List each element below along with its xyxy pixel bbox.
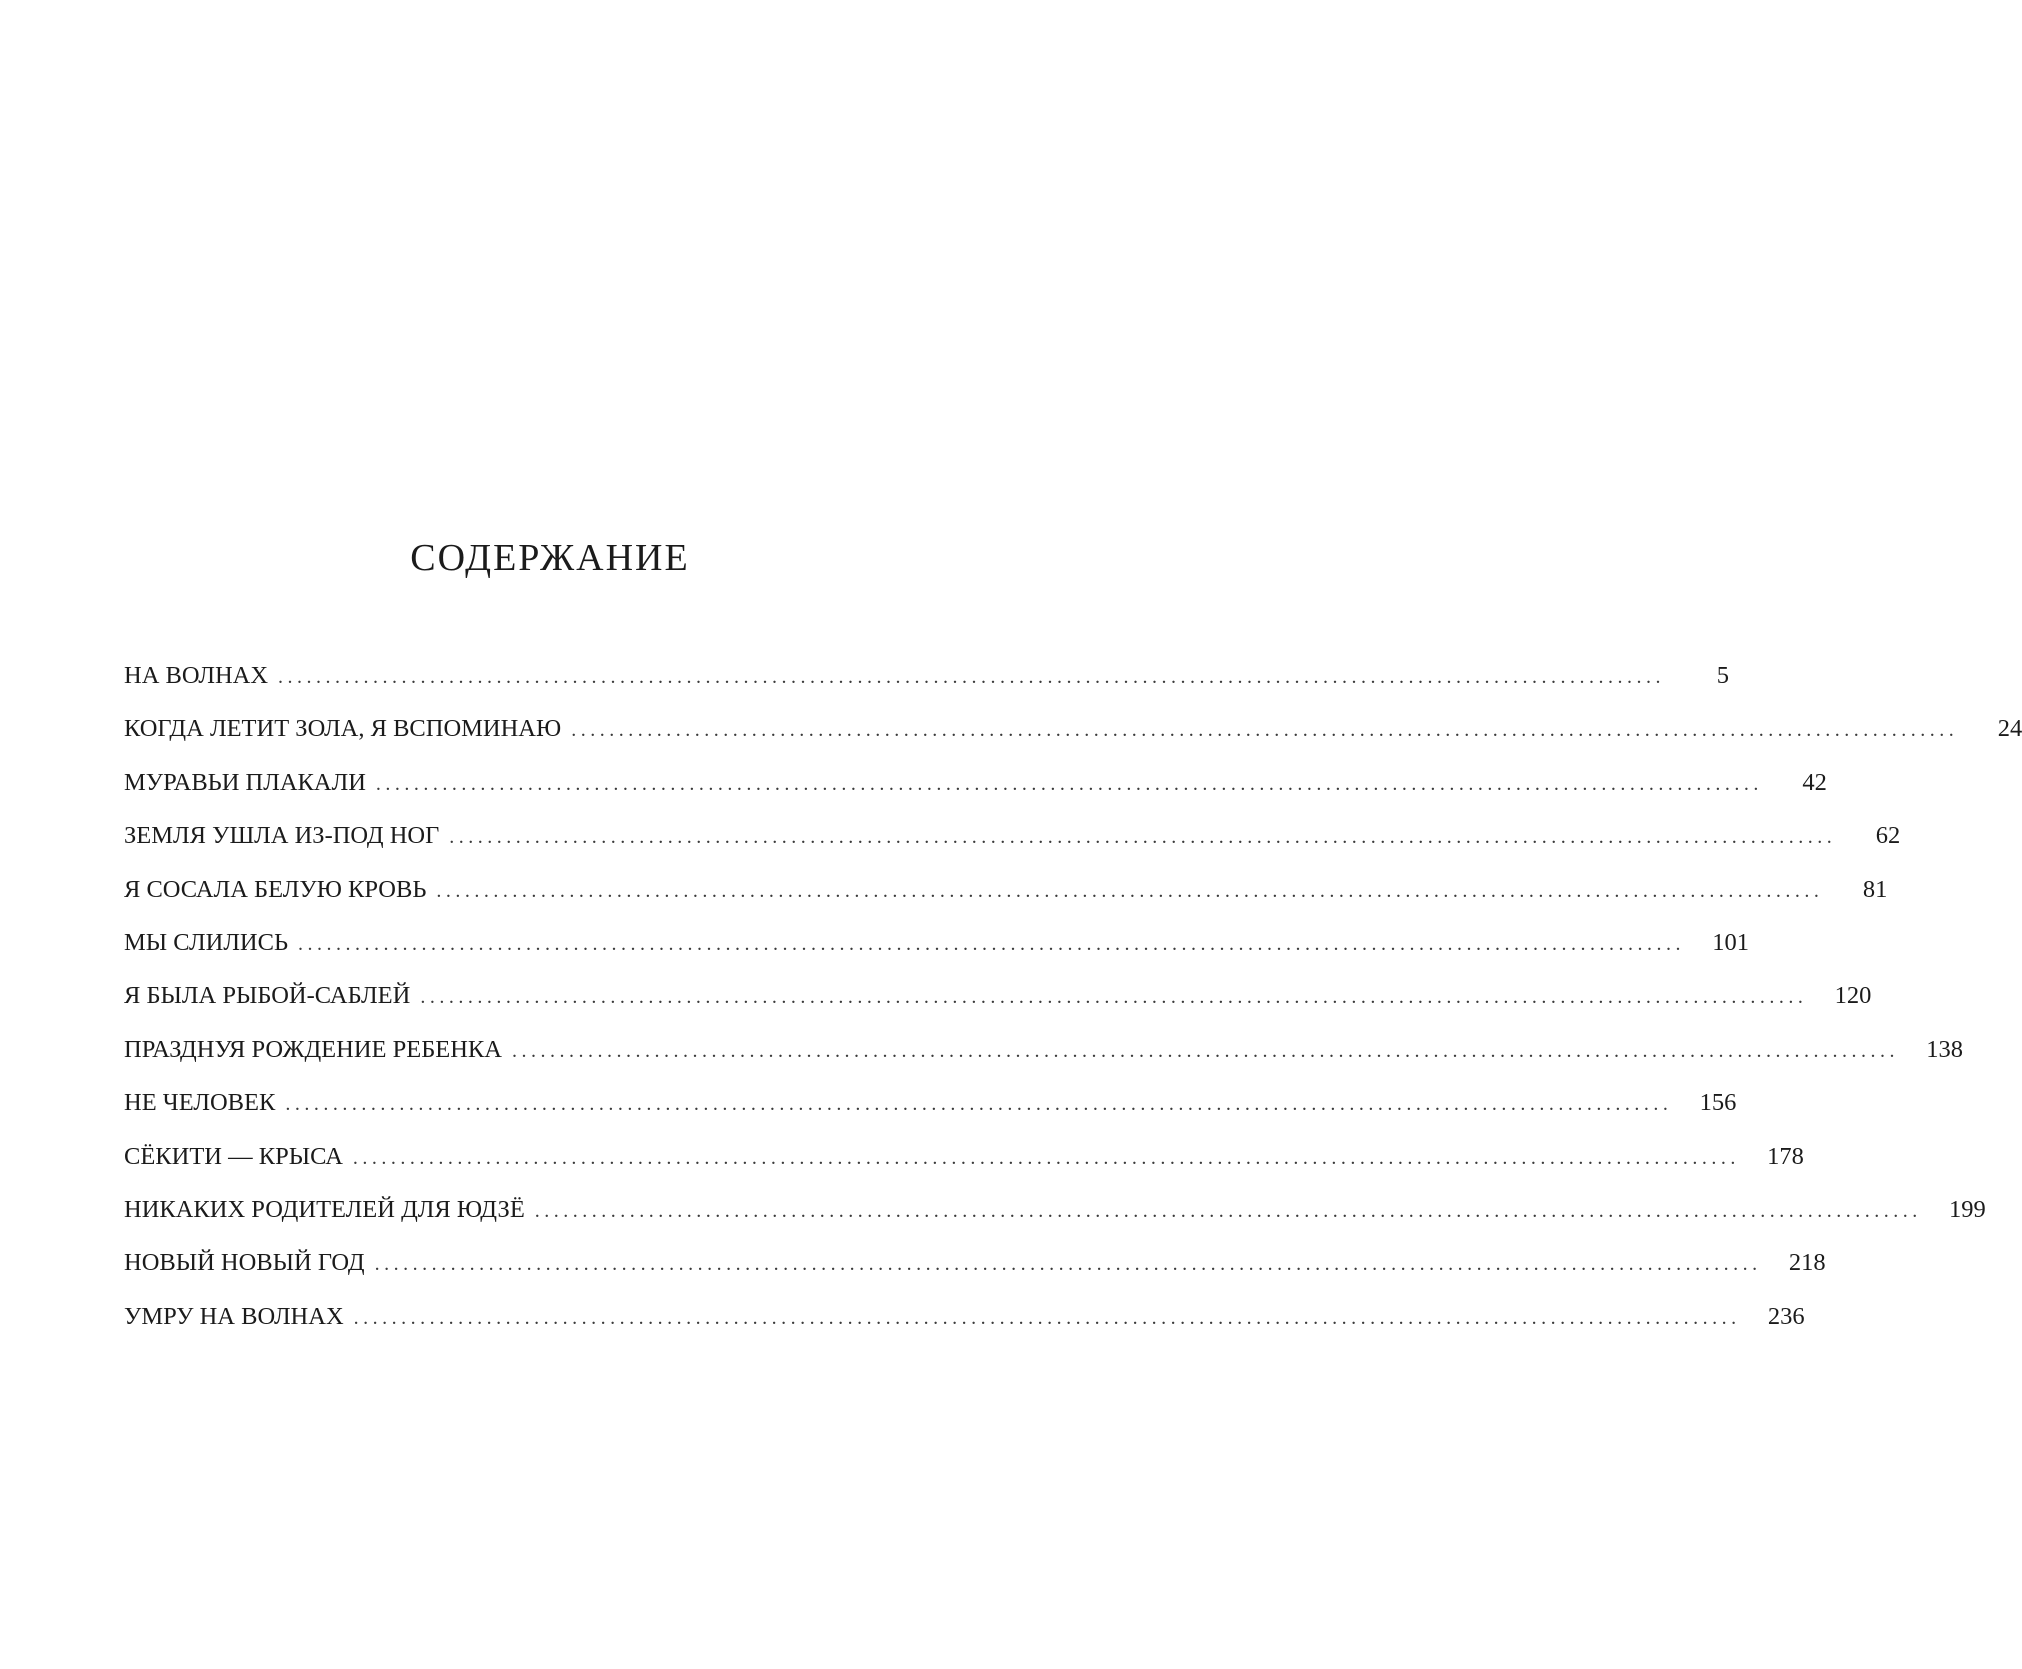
toc-entry-title: НЕ ЧЕЛОВЕК bbox=[124, 1089, 276, 1117]
table-of-contents bbox=[124, 661, 2022, 1355]
toc-page-number: 138 bbox=[1926, 1035, 1963, 1063]
toc-entry-title: НИКАКИХ РОДИТЕЛЕЙ ДЛЯ ЮДЗЁ bbox=[124, 1195, 525, 1223]
dot-leader: .................................................................................................................................................. bbox=[285, 1093, 1673, 1116]
toc-page-number: 101 bbox=[1712, 928, 1750, 956]
dot-leader: .................................................................................................................................................. bbox=[511, 1039, 1899, 1062]
dot-leader: .................................................................................................................................................. bbox=[571, 719, 1959, 742]
toc-page-number: 120 bbox=[1834, 982, 1872, 1010]
toc-entry-title: ПРАЗДНУЯ РОЖДЕНИЕ РЕБЕНКА bbox=[124, 1035, 502, 1063]
toc-entry bbox=[124, 714, 2022, 767]
toc-entry-title: Я СОСАЛА БЕЛУЮ КРОВЬ bbox=[124, 875, 427, 903]
dot-leader: .................................................................................................................................................. bbox=[436, 879, 1824, 902]
toc-entry bbox=[124, 768, 1827, 821]
toc-entry-title: Я БЫЛА РЫБОЙ-САБЛЕЙ bbox=[124, 982, 411, 1010]
toc-entry-title: НА ВОЛНАХ bbox=[124, 662, 269, 689]
toc-entry bbox=[124, 875, 1888, 928]
dot-leader: .................................................................................................................................................. bbox=[375, 772, 1763, 795]
toc-page-number: 236 bbox=[1767, 1302, 1805, 1330]
dot-leader: .................................................................................................................................................. bbox=[352, 1146, 1740, 1169]
toc-page-number: 156 bbox=[1699, 1089, 1737, 1117]
toc-entry bbox=[124, 661, 1730, 714]
dot-leader: .................................................................................................................................................. bbox=[278, 666, 1666, 688]
toc-entry bbox=[124, 1248, 1826, 1301]
toc-page-number: 178 bbox=[1767, 1142, 1804, 1170]
dot-leader: .................................................................................................................................................. bbox=[534, 1199, 1922, 1222]
toc-page-number: 81 bbox=[1862, 875, 1888, 903]
toc-entry-title: ЗЕМЛЯ УШЛА ИЗ-ПОД НОГ bbox=[124, 822, 440, 850]
dot-leader: .................................................................................................................................................. bbox=[374, 1253, 1762, 1276]
toc-entry bbox=[124, 1302, 1805, 1355]
toc-entry bbox=[124, 1142, 1804, 1195]
page-title: СОДЕРЖАНИЕ bbox=[410, 537, 690, 579]
toc-entry-title: УМРУ НА ВОЛНАХ bbox=[124, 1302, 344, 1330]
toc-page-number: 42 bbox=[1802, 768, 1827, 796]
toc-entry bbox=[124, 1035, 1963, 1088]
toc-entry-title: МУРАВЬИ ПЛАКАЛИ bbox=[124, 768, 366, 796]
dot-leader: .................................................................................................................................................. bbox=[420, 986, 1808, 1009]
toc-page-number: 62 bbox=[1875, 822, 1901, 850]
toc-entry-title: МЫ СЛИЛИСЬ bbox=[124, 928, 289, 956]
dot-leader: .................................................................................................................................................. bbox=[298, 932, 1686, 955]
toc-entry bbox=[124, 928, 1750, 981]
toc-page-number: 218 bbox=[1788, 1249, 1826, 1277]
toc-entry bbox=[124, 821, 1901, 874]
toc-entry bbox=[124, 1195, 1986, 1248]
toc-page-number: 199 bbox=[1949, 1195, 1986, 1223]
toc-entry-title: НОВЫЙ НОВЫЙ ГОД bbox=[124, 1249, 365, 1277]
toc-entry-title: СЁКИТИ — КРЫСА bbox=[124, 1142, 343, 1170]
toc-entry bbox=[124, 981, 1872, 1034]
toc-entry bbox=[124, 1088, 1737, 1141]
toc-entry-title: КОГДА ЛЕТИТ ЗОЛА, Я ВСПОМИНАЮ bbox=[124, 715, 562, 743]
dot-leader: .................................................................................................................................................. bbox=[353, 1306, 1741, 1329]
dot-leader: .................................................................................................................................................. bbox=[449, 826, 1837, 849]
toc-page-number: 24 bbox=[1997, 715, 2022, 743]
toc-page-number: 5 bbox=[1716, 662, 1730, 689]
